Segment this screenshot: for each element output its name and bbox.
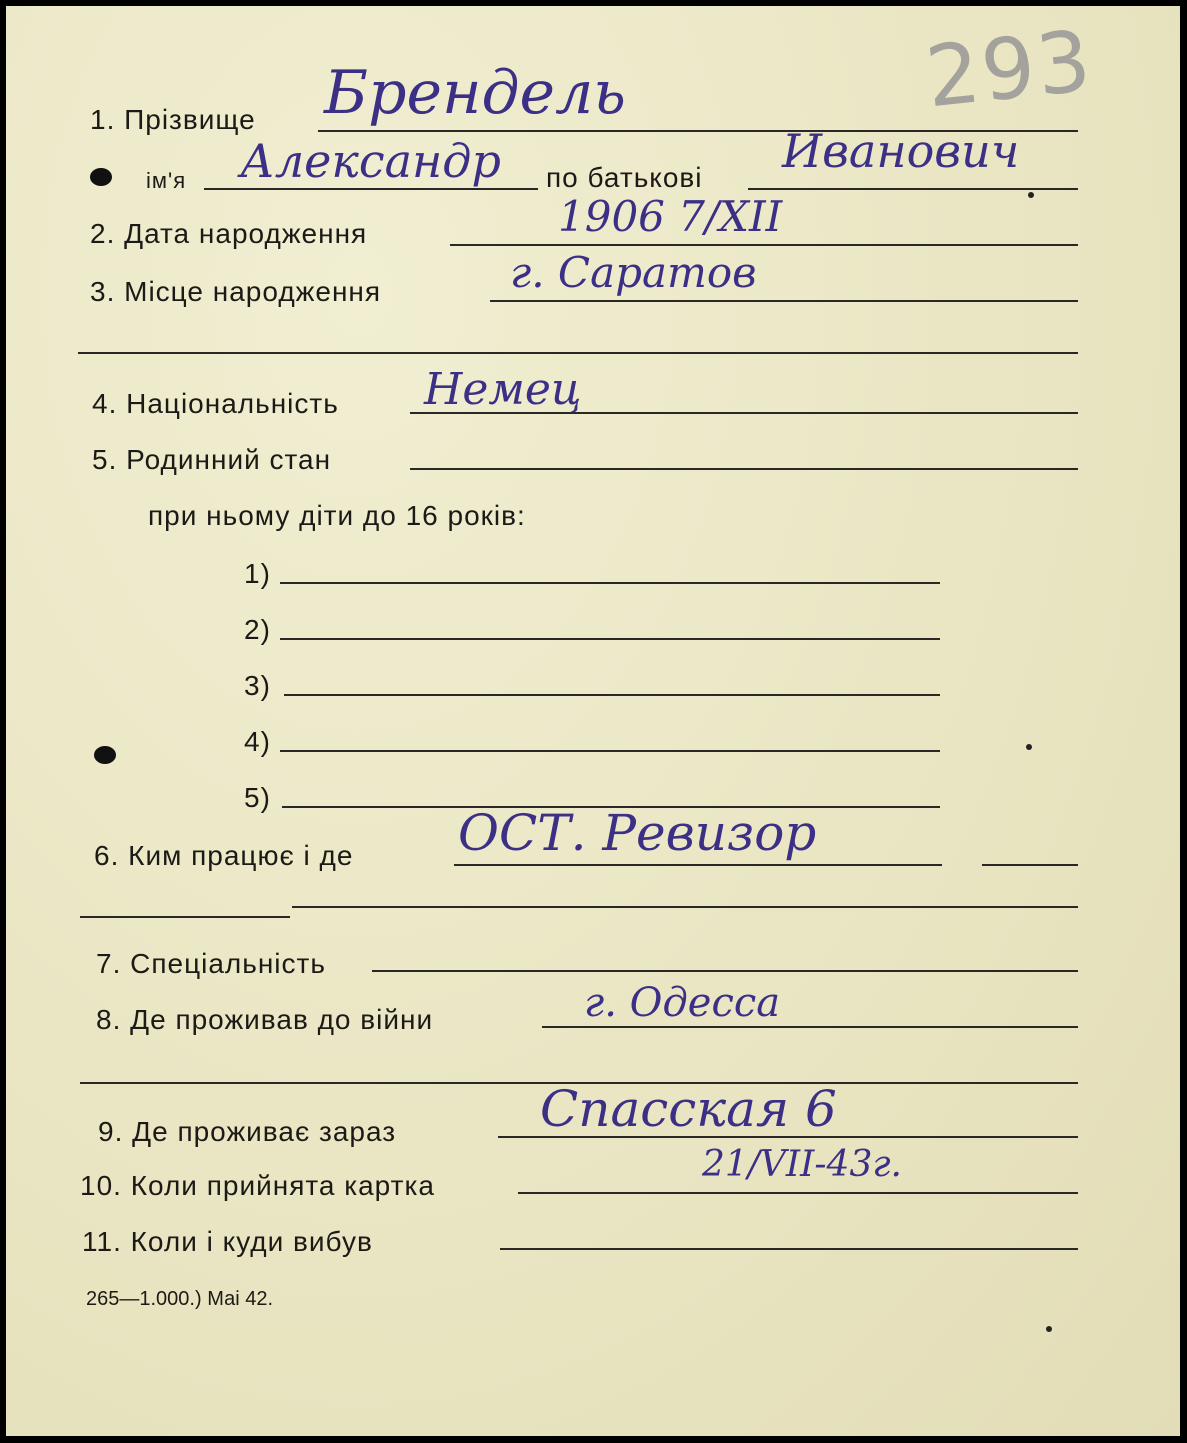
marital-status-label: 5. Родинний стан [92, 444, 332, 475]
child-4-label: 4) [244, 726, 271, 757]
prewar-residence-line [542, 1026, 1078, 1028]
child-1-line [280, 582, 940, 584]
card-accepted-label: 10. Коли прийнята картка [80, 1170, 435, 1201]
child-4-line [280, 750, 940, 752]
occupation-label: 6. Ким працює і де [94, 840, 354, 871]
specialty-label: 7. Спеціальність [96, 948, 326, 979]
specialty-line [372, 970, 1078, 972]
archive-number-stamp: 293 [921, 11, 1098, 127]
occupation-line-2 [80, 916, 290, 918]
birth-place-value: г. Саратов [510, 248, 757, 297]
punch-hole-top [90, 168, 112, 186]
first-name-value: Александр [240, 134, 501, 188]
departure-line [500, 1248, 1078, 1250]
birth-date-value: 1906 7/XII [558, 192, 783, 241]
registration-card [6, 6, 1180, 1436]
marital-status-line [410, 468, 1078, 470]
card-accepted-line [518, 1192, 1078, 1194]
ink-speck [1026, 744, 1032, 750]
punch-hole-bottom [94, 746, 116, 764]
child-1-label: 1) [244, 558, 271, 589]
occupation-line-end [982, 864, 1078, 866]
birth-date-label: 2. Дата народження [90, 218, 368, 249]
child-3-line [284, 694, 940, 696]
child-3-label: 3) [244, 670, 271, 701]
birth-date-line [450, 244, 1078, 246]
print-code-footer: 265—1.000.) Маі 42. [86, 1288, 274, 1310]
patronymic-line [748, 188, 1078, 190]
patronymic-value: Иванович [782, 124, 1020, 178]
prewar-residence-label: 8. Де проживав до війни [96, 1004, 434, 1035]
ink-speck [1028, 192, 1034, 198]
child-5-label: 5) [244, 782, 271, 813]
occupation-line [454, 864, 942, 866]
occupation-line-3 [292, 906, 1078, 908]
child-2-line [280, 638, 940, 640]
birth-place-line-2 [78, 352, 1078, 354]
patronymic-label: по батькові [546, 162, 703, 193]
nationality-value: Немец [424, 364, 582, 415]
surname-value: Брендель [324, 58, 626, 128]
nationality-label: 4. Національність [92, 388, 339, 419]
current-residence-value: Спасская 6 [540, 1080, 837, 1138]
birth-place-line [490, 300, 1078, 302]
occupation-value: ОСТ. Ревизор [458, 804, 817, 862]
first-name-label: ім'я [146, 168, 187, 193]
birth-place-label: 3. Місце народження [90, 276, 382, 307]
surname-label: 1. Прізвище [90, 104, 256, 135]
departure-label: 11. Коли і куди вибув [82, 1226, 373, 1257]
prewar-residence-value: г. Одесса [584, 980, 781, 1026]
ink-speck [1046, 1326, 1052, 1332]
current-residence-label: 9. Де проживає зараз [98, 1116, 397, 1147]
child-2-label: 2) [244, 614, 271, 645]
card-accepted-value: 21/VII-43г. [702, 1144, 902, 1185]
children-heading: при ньому діти до 16 років: [148, 500, 526, 531]
first-name-line [204, 188, 538, 190]
